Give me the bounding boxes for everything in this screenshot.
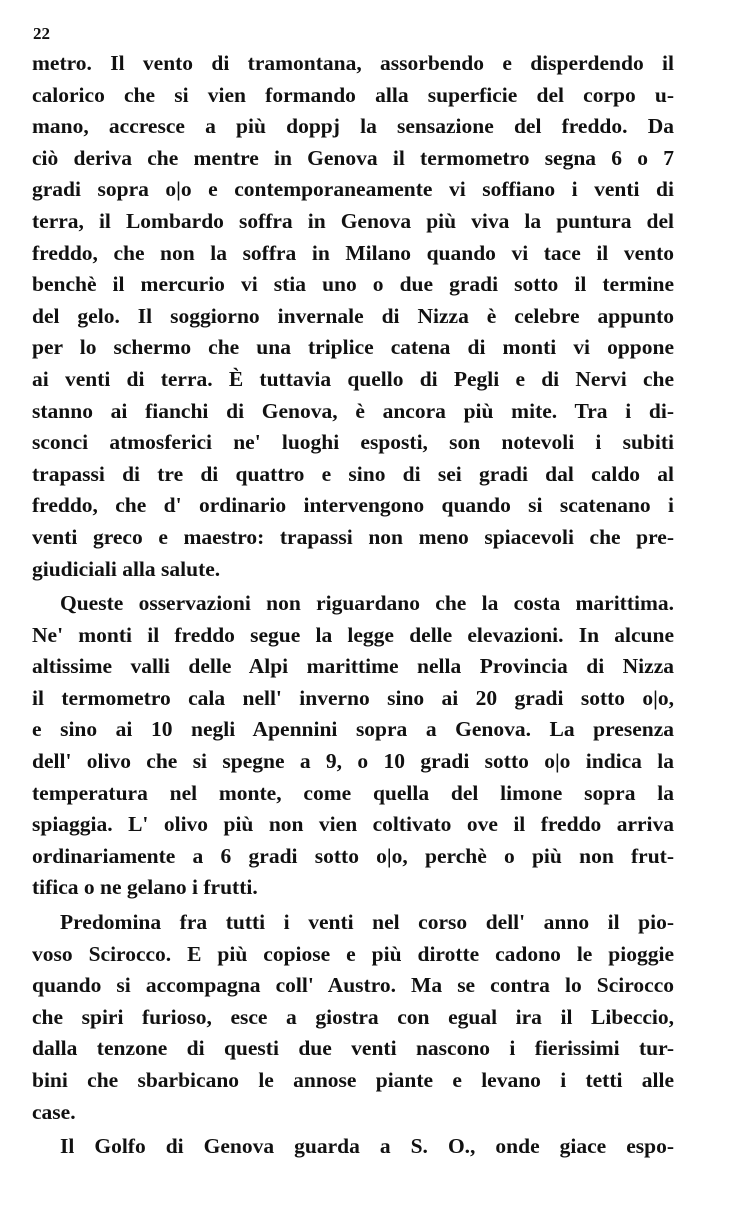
text-line-content: stanno ai fianchi di Genova, è ancora più mite. Tra i di-	[32, 398, 674, 423]
paragraph	[32, 48, 674, 585]
text-line	[32, 301, 674, 333]
text-line-content: del gelo. Il soggiorno invernale di Nizza è celebre appunto	[32, 303, 674, 328]
text-line-content: case.	[32, 1099, 76, 1124]
paragraph	[32, 588, 674, 904]
text-line-content: mano, accresce a più doppj la sensazione del freddo. Da	[32, 114, 674, 139]
text-line	[32, 746, 674, 778]
text-line	[32, 111, 674, 143]
text-line	[32, 970, 674, 1002]
text-line	[32, 522, 674, 554]
text-line	[32, 809, 674, 841]
text-line-content: ciò deriva che mentre in Genova il termometro segna 6 o 7	[32, 145, 674, 170]
text-line-content: calorico che si vien formando alla superficie del corpo u-	[32, 82, 674, 107]
text-line-content: venti greco e maestro: trapassi non meno spiacevoli che pre-	[32, 524, 674, 549]
text-line-content: terra, il Lombardo soffra in Genova più viva la puntura del	[32, 208, 674, 233]
text-line-content: Predomina fra tutti i venti nel corso dell' anno il pio-	[60, 910, 674, 935]
text-line	[32, 841, 674, 873]
text-line	[32, 872, 674, 904]
text-line-content: ai venti di terra. È tuttavia quello di Pegli e di Nervi che	[32, 366, 674, 391]
text-line	[32, 332, 674, 364]
text-line	[32, 143, 674, 175]
text-line-content: freddo, che non la soffra in Milano quando vi tace il vento	[32, 240, 674, 265]
text-line	[32, 364, 674, 396]
text-line	[32, 238, 674, 270]
text-line	[32, 80, 674, 112]
text-line-content: quando si accompagna coll' Austro. Ma se contra lo Scirocco	[32, 973, 674, 998]
text-line-content: giudiciali alla salute.	[32, 556, 221, 581]
text-line	[32, 554, 674, 586]
text-line-content: per lo schermo che una triplice catena di monti vi oppone	[32, 335, 674, 360]
text-line	[32, 1131, 674, 1163]
text-line	[32, 683, 674, 715]
text-line-content: metro. Il vento di tramontana, assorbendo e disperdendo il	[32, 51, 674, 75]
text-line	[32, 48, 674, 80]
text-line-content: voso Scirocco. E più copiose e più dirotte cadono le pioggie	[32, 941, 674, 966]
text-line-content: ordinariamente a 6 gradi sotto o|o, perchè o più non frut-	[32, 843, 674, 868]
text-line	[32, 269, 674, 301]
text-line	[32, 907, 674, 939]
text-line	[32, 206, 674, 238]
text-line	[32, 427, 674, 459]
text-line	[32, 396, 674, 428]
body-text	[32, 48, 674, 1163]
text-line-content: temperatura nel monte, come quella del limone sopra la	[32, 780, 674, 805]
text-line-content: dell' olivo che si spegne a 9, o 10 gradi sotto o|o indica la	[32, 749, 674, 774]
text-line	[32, 490, 674, 522]
text-line	[32, 1097, 674, 1129]
text-line-content: spiaggia. L' olivo più non vien coltivato ove il freddo arriva	[32, 812, 674, 837]
text-line-content: che spiri furioso, esce a giostra con egual ira il Libeccio,	[32, 1004, 674, 1029]
text-line-content: gradi sopra o|o e contemporaneamente vi soffiano i venti di	[32, 177, 674, 202]
text-line-content: bini che sbarbicano le annose piante e levano i tetti alle	[32, 1068, 674, 1092]
paragraph	[32, 907, 674, 1128]
text-line	[32, 778, 674, 810]
text-line	[32, 174, 674, 206]
text-line-content: sconci atmosferici ne' luoghi esposti, son notevoli i subiti	[32, 430, 674, 455]
text-line	[32, 588, 674, 620]
page-number: 22	[33, 24, 50, 43]
text-line	[32, 1065, 674, 1097]
text-line-content: dalla tenzone di questi due venti nascono i fierissimi tur-	[32, 1036, 674, 1061]
text-line-content: Il Golfo di Genova guarda a S. O., onde giace espo-	[60, 1134, 674, 1159]
text-line-content: altissime valli delle Alpi marittime nella Provincia di Nizza	[32, 654, 674, 679]
text-line	[32, 459, 674, 491]
text-line	[32, 1033, 674, 1065]
text-line	[32, 714, 674, 746]
text-line-content: trapassi di tre di quattro e sino di sei gradi dal caldo al	[32, 461, 674, 486]
text-line-content: benchè il mercurio vi stia uno o due gradi sotto il termine	[32, 272, 674, 297]
text-line-content: il termometro cala nell' inverno sino ai 20 gradi sotto o|o,	[32, 685, 674, 710]
text-line-content: freddo, che d' ordinario intervengono quando si scatenano i	[32, 493, 674, 518]
text-line	[32, 620, 674, 652]
paragraph	[32, 1131, 674, 1163]
text-line	[32, 1002, 674, 1034]
text-line-content: Ne' monti il freddo segue la legge delle elevazioni. In alcune	[32, 622, 674, 647]
text-line-content: Queste osservazioni non riguardano che la costa marittima.	[60, 591, 674, 616]
text-line	[32, 651, 674, 683]
text-line-content: e sino ai 10 negli Apennini sopra a Genova. La presenza	[32, 717, 674, 742]
text-line	[32, 939, 674, 971]
text-line-content: tifica o ne gelano i frutti.	[32, 875, 258, 900]
